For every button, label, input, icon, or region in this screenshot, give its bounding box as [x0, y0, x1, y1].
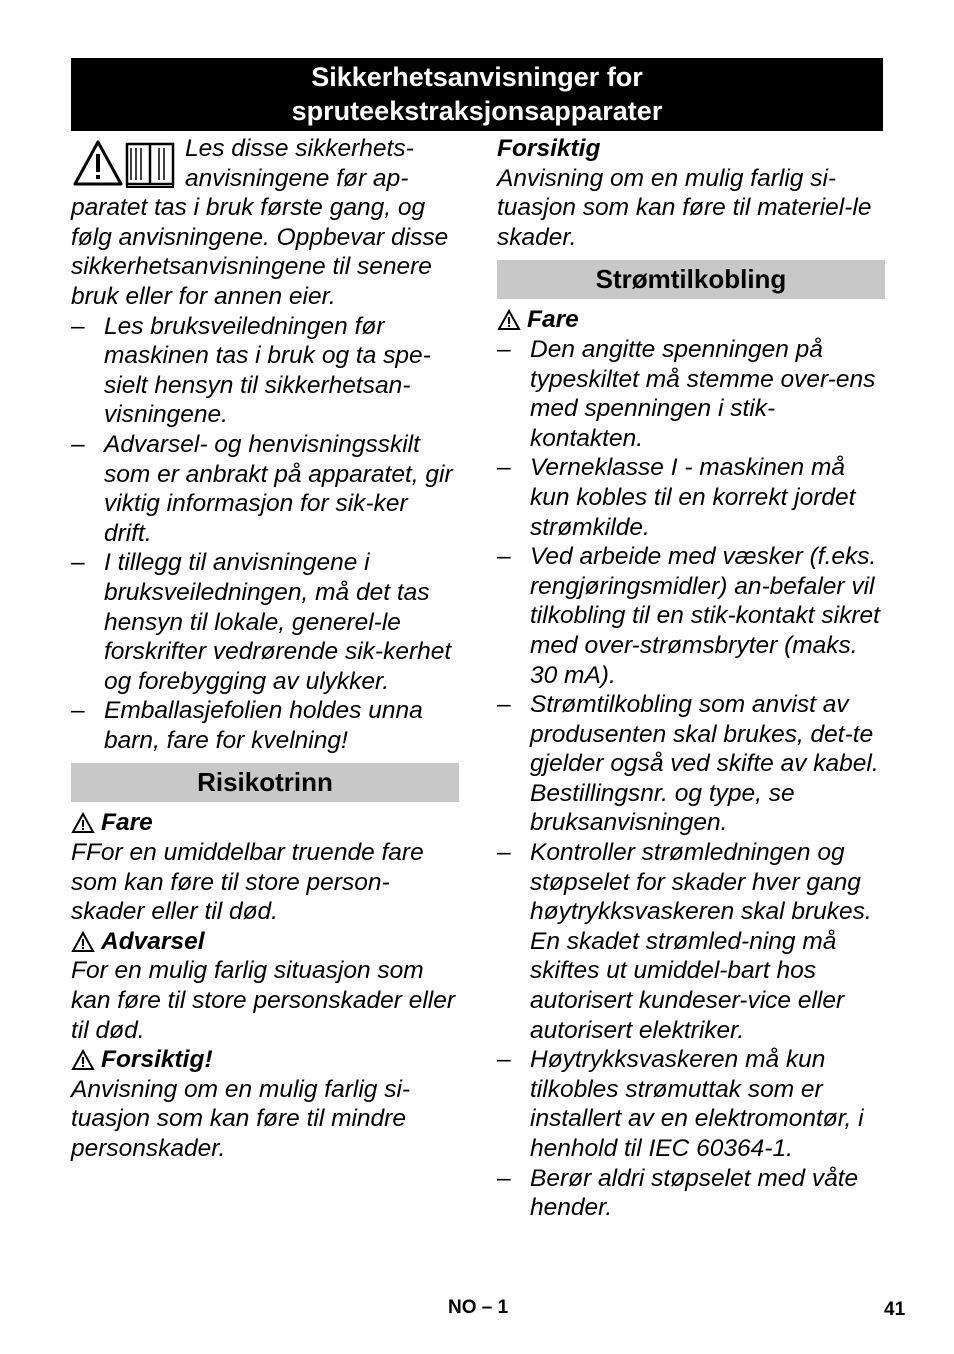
title-line-1: Sikkerhetsanvisninger for: [311, 62, 643, 92]
level-heading-advarsel: [71, 927, 459, 957]
level-heading-forsiktig: [71, 1045, 459, 1075]
page-title: [71, 58, 883, 131]
level-label: Forsiktig!: [101, 1046, 213, 1074]
footer-section-code: NO – 1: [448, 1297, 509, 1318]
intro-text: Les disse sikkerhets-anvisningene før ap-paratet tas i bruk første gang, og følg anvisningene. Oppbevar disse sikkerhetsanvisningene til senere bruk eller for annen eier.: [71, 135, 449, 310]
section-title-risikotrinn: Risikotrinn: [71, 763, 459, 802]
list-item: – Les bruksveiledningen før maskinen tas i bruk og ta spe-sielt hensyn til sikkerhetsan-visningene.: [71, 312, 459, 430]
warning-triangle-icon: [71, 1049, 95, 1071]
list-item: – Den angitte spenningen på typeskiltet må stemme over-ens med spenningen i stik-kontakten.: [497, 335, 885, 453]
warning-triangle-icon: [497, 309, 521, 331]
list-item: – Høytrykksvaskeren må kun tilkobles strømuttak som er installert av en elektromontør, i henhold til IEC 60364-1.: [497, 1045, 885, 1163]
list-item: – Advarsel- og henvisningsskilt som er anbrakt på apparatet, gir viktig informasjon for sik-ker drift.: [71, 430, 459, 548]
warning-triangle-icon: [71, 812, 95, 834]
power-list: [497, 335, 885, 1223]
left-column: [71, 134, 459, 1164]
warning-manual-icon: [71, 138, 177, 188]
list-item: – Ved arbeide med væsker (f.eks. rengjøringsmidler) an-befaler vil tilkobling til en stik-kontakt sikret med over-strømsbryter (maks. 30 mA).: [497, 542, 885, 690]
list-item: – Strømtilkobling som anvist av produsenten skal brukes, det-te gjelder også ved skifte av kabel. Bestillingsnr. og type, se bruksanvisningen.: [497, 690, 885, 838]
caution-text: Anvisning om en mulig farlig si-tuasjon som kan føre til materiel-le skader.: [497, 164, 872, 251]
list-item: – Verneklasse I - maskinen må kun kobles til en korrekt jordet strømkilde.: [497, 453, 885, 542]
danger-heading: [497, 305, 885, 335]
level-text: For en mulig farlig situasjon som kan føre til store personskader eller til død.: [71, 957, 455, 1044]
list-item: – Emballasjefolien holdes unna barn, fare for kvelning!: [71, 696, 459, 755]
section-title-stromtilkobling: Strømtilkobling: [497, 260, 885, 299]
level-label: Fare: [101, 809, 153, 837]
danger-label: Fare: [527, 306, 579, 334]
caution-heading: [497, 134, 885, 164]
list-item: – Berør aldri støpselet med våte hender.: [497, 1164, 885, 1223]
level-label: Advarsel: [101, 927, 205, 955]
level-text: FFor en umiddelbar truende fare som kan føre til store person-skader eller til død.: [71, 839, 424, 926]
page-number: 41: [884, 1299, 906, 1320]
level-heading-fare: [71, 808, 459, 838]
list-item: – I tillegg til anvisningene i bruksveiledningen, må det tas hensyn til lokale, generel-le forskrifter vedrørende sik-kerhet og forebygging av ulykker.: [71, 548, 459, 696]
right-column: [497, 134, 885, 1223]
caution-label: Forsiktig: [497, 135, 601, 162]
list-item: – Kontroller strømledningen og støpselet for skader hver gang høytrykksvaskeren skal brukes. En skadet strømled-ning må skiftes ut umiddel-bart hos autorisert kundeser-vice eller autorisert elektriker.: [497, 838, 885, 1045]
warning-triangle-icon: [71, 931, 95, 953]
level-text: Anvisning om en mulig farlig si-tuasjon som kan føre til mindre personskader.: [71, 1075, 411, 1162]
title-line-2: spruteekstraksjonsapparater: [291, 96, 663, 126]
safety-list: [71, 312, 459, 756]
